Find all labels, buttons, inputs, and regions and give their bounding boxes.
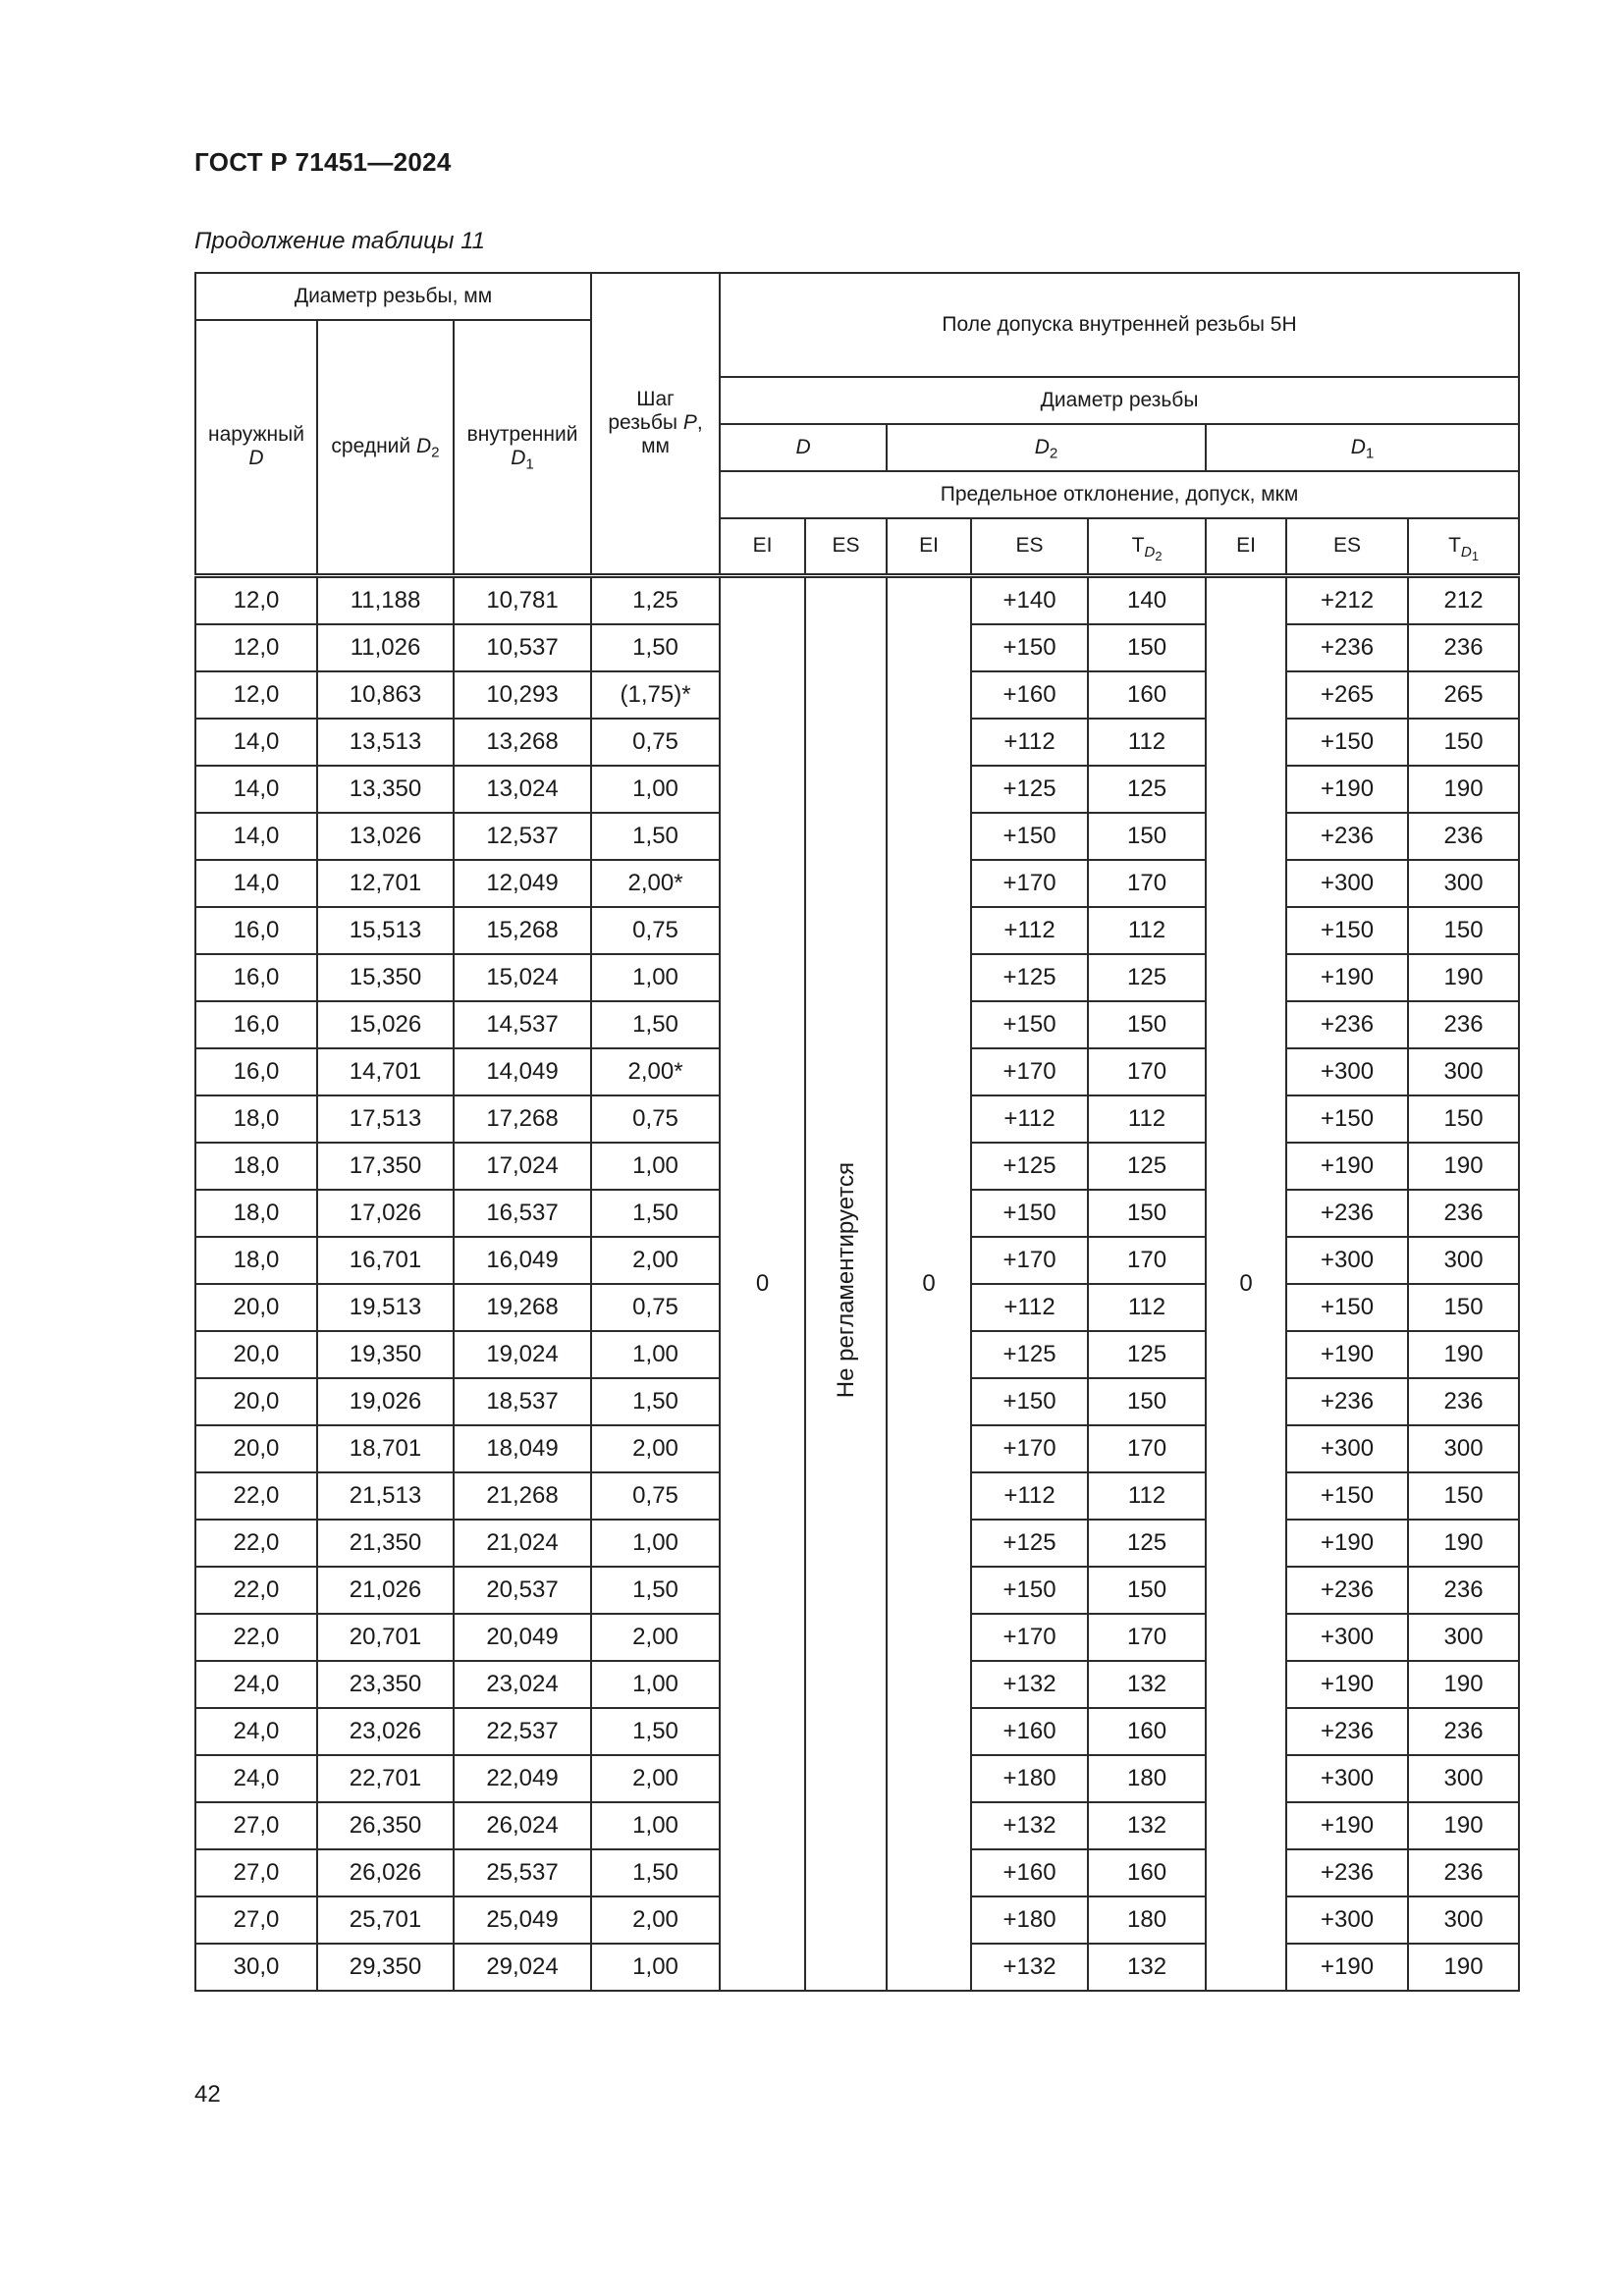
cell-td1: 150 bbox=[1408, 1284, 1519, 1331]
cell-td2: 160 bbox=[1088, 1708, 1206, 1755]
d2-ei-merged: 0 bbox=[887, 575, 971, 1991]
cell-td2: 170 bbox=[1088, 1237, 1206, 1284]
cell-td1: 236 bbox=[1408, 1378, 1519, 1425]
cell-d2-es: +112 bbox=[971, 1095, 1088, 1143]
cell-inner-diameter: 12,537 bbox=[454, 813, 591, 860]
cell-outer-diameter: 24,0 bbox=[195, 1708, 317, 1755]
cell-outer-diameter: 22,0 bbox=[195, 1567, 317, 1614]
cell-outer-diameter: 27,0 bbox=[195, 1802, 317, 1849]
cell-middle-diameter: 10,863 bbox=[317, 671, 454, 719]
tolerance-field-header: Поле допуска внутренней резьбы 5Н bbox=[720, 273, 1519, 377]
d-ei-header: EI bbox=[720, 518, 805, 575]
cell-td2: 125 bbox=[1088, 1520, 1206, 1567]
cell-middle-diameter: 20,701 bbox=[317, 1614, 454, 1661]
cell-td1: 150 bbox=[1408, 1095, 1519, 1143]
cell-middle-diameter: 13,513 bbox=[317, 719, 454, 766]
cell-d1-es: +150 bbox=[1286, 1472, 1408, 1520]
cell-inner-diameter: 17,268 bbox=[454, 1095, 591, 1143]
cell-td2: 150 bbox=[1088, 1378, 1206, 1425]
cell-middle-diameter: 17,350 bbox=[317, 1143, 454, 1190]
cell-outer-diameter: 12,0 bbox=[195, 624, 317, 671]
cell-outer-diameter: 27,0 bbox=[195, 1849, 317, 1896]
cell-middle-diameter: 25,701 bbox=[317, 1896, 454, 1944]
cell-td2: 170 bbox=[1088, 1048, 1206, 1095]
cell-pitch: 2,00 bbox=[591, 1896, 720, 1944]
cell-inner-diameter: 18,049 bbox=[454, 1425, 591, 1472]
cell-d1-es: +190 bbox=[1286, 1802, 1408, 1849]
cell-td2: 125 bbox=[1088, 766, 1206, 813]
cell-pitch: 1,50 bbox=[591, 1567, 720, 1614]
cell-d1-es: +300 bbox=[1286, 1237, 1408, 1284]
cell-td2: 150 bbox=[1088, 813, 1206, 860]
cell-d1-es: +236 bbox=[1286, 1001, 1408, 1048]
cell-inner-diameter: 19,268 bbox=[454, 1284, 591, 1331]
cell-d2-es: +150 bbox=[971, 1567, 1088, 1614]
cell-d2-es: +180 bbox=[971, 1755, 1088, 1802]
cell-middle-diameter: 29,350 bbox=[317, 1944, 454, 1991]
td1-header: $T_{D_1}$ bbox=[1408, 518, 1519, 575]
cell-outer-diameter: 12,0 bbox=[195, 575, 317, 624]
cell-td1: 265 bbox=[1408, 671, 1519, 719]
cell-d2-es: +125 bbox=[971, 1520, 1088, 1567]
cell-pitch: 2,00 bbox=[591, 1237, 720, 1284]
cell-outer-diameter: 20,0 bbox=[195, 1425, 317, 1472]
cell-pitch: 1,50 bbox=[591, 624, 720, 671]
cell-td1: 236 bbox=[1408, 1190, 1519, 1237]
cell-inner-diameter: 18,537 bbox=[454, 1378, 591, 1425]
cell-d1-es: +150 bbox=[1286, 719, 1408, 766]
cell-td2: 112 bbox=[1088, 907, 1206, 954]
cell-d1-es: +190 bbox=[1286, 1331, 1408, 1378]
d-ei-merged: 0 bbox=[720, 575, 805, 1991]
cell-middle-diameter: 12,701 bbox=[317, 860, 454, 907]
cell-pitch: 1,00 bbox=[591, 1802, 720, 1849]
not-regulated-label: Не регламентируется bbox=[832, 1162, 859, 1399]
cell-d2-es: +150 bbox=[971, 813, 1088, 860]
cell-td1: 190 bbox=[1408, 1944, 1519, 1991]
cell-d1-es: +236 bbox=[1286, 1378, 1408, 1425]
cell-pitch: 2,00 bbox=[591, 1755, 720, 1802]
cell-td2: 112 bbox=[1088, 1472, 1206, 1520]
cell-outer-diameter: 14,0 bbox=[195, 766, 317, 813]
cell-d1-es: +300 bbox=[1286, 1425, 1408, 1472]
cell-inner-diameter: 16,049 bbox=[454, 1237, 591, 1284]
cell-middle-diameter: 16,701 bbox=[317, 1237, 454, 1284]
cell-middle-diameter: 18,701 bbox=[317, 1425, 454, 1472]
cell-td2: 170 bbox=[1088, 1425, 1206, 1472]
cell-d2-es: +170 bbox=[971, 1048, 1088, 1095]
cell-td1: 300 bbox=[1408, 1048, 1519, 1095]
cell-inner-diameter: 10,293 bbox=[454, 671, 591, 719]
cell-pitch: 1,00 bbox=[591, 954, 720, 1001]
outer-diameter-header: наружный D bbox=[195, 320, 317, 575]
cell-outer-diameter: 20,0 bbox=[195, 1331, 317, 1378]
cell-td2: 112 bbox=[1088, 719, 1206, 766]
cell-inner-diameter: 17,024 bbox=[454, 1143, 591, 1190]
cell-td1: 236 bbox=[1408, 624, 1519, 671]
cell-d1-es: +300 bbox=[1286, 1755, 1408, 1802]
cell-td1: 150 bbox=[1408, 1472, 1519, 1520]
cell-d1-es: +150 bbox=[1286, 1284, 1408, 1331]
cell-pitch: 1,50 bbox=[591, 1378, 720, 1425]
cell-td1: 236 bbox=[1408, 813, 1519, 860]
cell-pitch: 0,75 bbox=[591, 1284, 720, 1331]
cell-d2-es: +112 bbox=[971, 907, 1088, 954]
cell-inner-diameter: 16,537 bbox=[454, 1190, 591, 1237]
cell-inner-diameter: 12,049 bbox=[454, 860, 591, 907]
cell-pitch: 0,75 bbox=[591, 1095, 720, 1143]
cell-pitch: 1,00 bbox=[591, 766, 720, 813]
cell-td1: 236 bbox=[1408, 1708, 1519, 1755]
d-es-header: ES bbox=[805, 518, 887, 575]
cell-td2: 125 bbox=[1088, 1143, 1206, 1190]
cell-inner-diameter: 13,024 bbox=[454, 766, 591, 813]
cell-d2-es: +160 bbox=[971, 671, 1088, 719]
d1-ei-merged: 0 bbox=[1206, 575, 1286, 1991]
cell-td2: 150 bbox=[1088, 1001, 1206, 1048]
cell-td2: 160 bbox=[1088, 671, 1206, 719]
cell-td1: 300 bbox=[1408, 860, 1519, 907]
thread-tolerance-table bbox=[194, 272, 1520, 1992]
cell-inner-diameter: 10,537 bbox=[454, 624, 591, 671]
cell-middle-diameter: 23,026 bbox=[317, 1708, 454, 1755]
cell-outer-diameter: 16,0 bbox=[195, 1048, 317, 1095]
cell-inner-diameter: 10,781 bbox=[454, 575, 591, 624]
cell-d1-es: +300 bbox=[1286, 860, 1408, 907]
cell-middle-diameter: 21,350 bbox=[317, 1520, 454, 1567]
cell-td1: 236 bbox=[1408, 1849, 1519, 1896]
cell-pitch: 2,00* bbox=[591, 1048, 720, 1095]
td2-header: $T_{D_2}$ bbox=[1088, 518, 1206, 575]
cell-inner-diameter: 13,268 bbox=[454, 719, 591, 766]
cell-inner-diameter: 29,024 bbox=[454, 1944, 591, 1991]
cell-d2-es: +150 bbox=[971, 1378, 1088, 1425]
cell-outer-diameter: 20,0 bbox=[195, 1378, 317, 1425]
cell-d1-es: +150 bbox=[1286, 907, 1408, 954]
cell-d2-es: +170 bbox=[971, 860, 1088, 907]
cell-middle-diameter: 17,513 bbox=[317, 1095, 454, 1143]
cell-d2-es: +132 bbox=[971, 1802, 1088, 1849]
cell-td2: 180 bbox=[1088, 1896, 1206, 1944]
cell-td1: 150 bbox=[1408, 719, 1519, 766]
cell-d2-es: +170 bbox=[971, 1237, 1088, 1284]
cell-middle-diameter: 11,026 bbox=[317, 624, 454, 671]
d-group-header: D bbox=[720, 424, 887, 471]
cell-td2: 160 bbox=[1088, 1849, 1206, 1896]
cell-middle-diameter: 21,513 bbox=[317, 1472, 454, 1520]
table-caption: Продолжение таблицы 11 bbox=[194, 228, 486, 254]
cell-outer-diameter: 18,0 bbox=[195, 1190, 317, 1237]
cell-inner-diameter: 22,537 bbox=[454, 1708, 591, 1755]
cell-td2: 112 bbox=[1088, 1095, 1206, 1143]
cell-d2-es: +180 bbox=[971, 1896, 1088, 1944]
cell-outer-diameter: 24,0 bbox=[195, 1661, 317, 1708]
cell-td1: 212 bbox=[1408, 575, 1519, 624]
cell-td2: 132 bbox=[1088, 1944, 1206, 1991]
cell-outer-diameter: 27,0 bbox=[195, 1896, 317, 1944]
cell-middle-diameter: 15,350 bbox=[317, 954, 454, 1001]
cell-inner-diameter: 15,024 bbox=[454, 954, 591, 1001]
cell-pitch: (1,75)* bbox=[591, 671, 720, 719]
deviation-header: Предельное отклонение, допуск, мкм bbox=[720, 471, 1519, 518]
cell-d1-es: +236 bbox=[1286, 813, 1408, 860]
cell-td1: 300 bbox=[1408, 1896, 1519, 1944]
cell-d2-es: +125 bbox=[971, 1331, 1088, 1378]
d1-ei-header: EI bbox=[1206, 518, 1286, 575]
cell-d1-es: +236 bbox=[1286, 1708, 1408, 1755]
cell-td2: 150 bbox=[1088, 1567, 1206, 1614]
cell-outer-diameter: 22,0 bbox=[195, 1520, 317, 1567]
cell-outer-diameter: 18,0 bbox=[195, 1095, 317, 1143]
cell-d1-es: +150 bbox=[1286, 1095, 1408, 1143]
cell-middle-diameter: 23,350 bbox=[317, 1661, 454, 1708]
cell-d2-es: +125 bbox=[971, 1143, 1088, 1190]
cell-td1: 300 bbox=[1408, 1237, 1519, 1284]
table-row bbox=[195, 575, 1519, 624]
cell-td2: 125 bbox=[1088, 1331, 1206, 1378]
cell-td2: 125 bbox=[1088, 954, 1206, 1001]
middle-diameter-header: средний $D_2$ bbox=[317, 320, 454, 575]
d-es-merged bbox=[805, 575, 887, 1991]
cell-d1-es: +212 bbox=[1286, 575, 1408, 624]
cell-pitch: 1,00 bbox=[591, 1661, 720, 1708]
cell-pitch: 2,00* bbox=[591, 860, 720, 907]
cell-td2: 150 bbox=[1088, 624, 1206, 671]
cell-td1: 190 bbox=[1408, 1661, 1519, 1708]
cell-td1: 190 bbox=[1408, 954, 1519, 1001]
cell-td1: 300 bbox=[1408, 1614, 1519, 1661]
cell-d1-es: +190 bbox=[1286, 1143, 1408, 1190]
cell-d1-es: +190 bbox=[1286, 1520, 1408, 1567]
cell-pitch: 1,00 bbox=[591, 1944, 720, 1991]
cell-d1-es: +236 bbox=[1286, 1567, 1408, 1614]
d1-es-header: ES bbox=[1286, 518, 1408, 575]
table-header bbox=[195, 273, 1519, 575]
cell-pitch: 1,50 bbox=[591, 1190, 720, 1237]
cell-pitch: 2,00 bbox=[591, 1425, 720, 1472]
cell-td1: 190 bbox=[1408, 1331, 1519, 1378]
cell-inner-diameter: 20,049 bbox=[454, 1614, 591, 1661]
cell-td1: 190 bbox=[1408, 1143, 1519, 1190]
cell-d2-es: +170 bbox=[971, 1425, 1088, 1472]
cell-pitch: 0,75 bbox=[591, 719, 720, 766]
cell-d2-es: +140 bbox=[971, 575, 1088, 624]
d2-group-header: $D_2$ bbox=[887, 424, 1206, 471]
cell-d2-es: +150 bbox=[971, 1190, 1088, 1237]
cell-outer-diameter: 14,0 bbox=[195, 813, 317, 860]
cell-middle-diameter: 11,188 bbox=[317, 575, 454, 624]
pitch-header: Шаг резьбы P, мм bbox=[591, 273, 720, 575]
cell-inner-diameter: 25,537 bbox=[454, 1849, 591, 1896]
cell-td2: 170 bbox=[1088, 1614, 1206, 1661]
cell-td2: 180 bbox=[1088, 1755, 1206, 1802]
cell-inner-diameter: 14,537 bbox=[454, 1001, 591, 1048]
cell-d1-es: +236 bbox=[1286, 1849, 1408, 1896]
cell-td1: 300 bbox=[1408, 1755, 1519, 1802]
cell-td2: 112 bbox=[1088, 1284, 1206, 1331]
cell-outer-diameter: 14,0 bbox=[195, 860, 317, 907]
cell-d1-es: +190 bbox=[1286, 766, 1408, 813]
cell-pitch: 0,75 bbox=[591, 1472, 720, 1520]
cell-d2-es: +132 bbox=[971, 1944, 1088, 1991]
cell-middle-diameter: 14,701 bbox=[317, 1048, 454, 1095]
cell-middle-diameter: 19,513 bbox=[317, 1284, 454, 1331]
cell-middle-diameter: 17,026 bbox=[317, 1190, 454, 1237]
cell-td1: 190 bbox=[1408, 766, 1519, 813]
cell-d2-es: +150 bbox=[971, 624, 1088, 671]
cell-outer-diameter: 16,0 bbox=[195, 954, 317, 1001]
cell-pitch: 0,75 bbox=[591, 907, 720, 954]
cell-d2-es: +132 bbox=[971, 1661, 1088, 1708]
cell-middle-diameter: 21,026 bbox=[317, 1567, 454, 1614]
cell-outer-diameter: 20,0 bbox=[195, 1284, 317, 1331]
cell-d1-es: +190 bbox=[1286, 1661, 1408, 1708]
cell-pitch: 1,50 bbox=[591, 813, 720, 860]
cell-middle-diameter: 19,026 bbox=[317, 1378, 454, 1425]
thread-diameter-header: Диаметр резьбы bbox=[720, 377, 1519, 424]
cell-td2: 150 bbox=[1088, 1190, 1206, 1237]
thread-diameter-mm-header: Диаметр резьбы, мм bbox=[195, 273, 591, 320]
cell-outer-diameter: 18,0 bbox=[195, 1237, 317, 1284]
cell-d1-es: +265 bbox=[1286, 671, 1408, 719]
cell-d2-es: +112 bbox=[971, 719, 1088, 766]
cell-outer-diameter: 22,0 bbox=[195, 1614, 317, 1661]
cell-middle-diameter: 19,350 bbox=[317, 1331, 454, 1378]
cell-middle-diameter: 26,350 bbox=[317, 1802, 454, 1849]
table-body bbox=[195, 575, 1519, 1991]
page-number: 42 bbox=[194, 2081, 221, 2108]
cell-d1-es: +190 bbox=[1286, 954, 1408, 1001]
cell-pitch: 1,00 bbox=[591, 1143, 720, 1190]
cell-outer-diameter: 18,0 bbox=[195, 1143, 317, 1190]
cell-d1-es: +236 bbox=[1286, 624, 1408, 671]
cell-d2-es: +125 bbox=[971, 766, 1088, 813]
cell-d2-es: +125 bbox=[971, 954, 1088, 1001]
cell-d2-es: +160 bbox=[971, 1849, 1088, 1896]
cell-d2-es: +150 bbox=[971, 1001, 1088, 1048]
cell-inner-diameter: 25,049 bbox=[454, 1896, 591, 1944]
cell-d2-es: +160 bbox=[971, 1708, 1088, 1755]
cell-td2: 170 bbox=[1088, 860, 1206, 907]
cell-inner-diameter: 26,024 bbox=[454, 1802, 591, 1849]
cell-middle-diameter: 26,026 bbox=[317, 1849, 454, 1896]
cell-td2: 140 bbox=[1088, 575, 1206, 624]
cell-pitch: 1,50 bbox=[591, 1849, 720, 1896]
cell-outer-diameter: 16,0 bbox=[195, 1001, 317, 1048]
cell-outer-diameter: 12,0 bbox=[195, 671, 317, 719]
d2-es-header: ES bbox=[971, 518, 1088, 575]
cell-inner-diameter: 22,049 bbox=[454, 1755, 591, 1802]
cell-td1: 236 bbox=[1408, 1567, 1519, 1614]
cell-td1: 150 bbox=[1408, 907, 1519, 954]
cell-d1-es: +190 bbox=[1286, 1944, 1408, 1991]
cell-middle-diameter: 22,701 bbox=[317, 1755, 454, 1802]
cell-d1-es: +300 bbox=[1286, 1614, 1408, 1661]
cell-pitch: 1,50 bbox=[591, 1708, 720, 1755]
cell-pitch: 1,00 bbox=[591, 1331, 720, 1378]
cell-td1: 190 bbox=[1408, 1520, 1519, 1567]
cell-inner-diameter: 23,024 bbox=[454, 1661, 591, 1708]
cell-d2-es: +112 bbox=[971, 1284, 1088, 1331]
cell-pitch: 1,25 bbox=[591, 575, 720, 624]
cell-pitch: 1,50 bbox=[591, 1001, 720, 1048]
cell-inner-diameter: 19,024 bbox=[454, 1331, 591, 1378]
d1-group-header: $D_1$ bbox=[1206, 424, 1519, 471]
cell-inner-diameter: 15,268 bbox=[454, 907, 591, 954]
cell-outer-diameter: 30,0 bbox=[195, 1944, 317, 1991]
cell-d2-es: +170 bbox=[971, 1614, 1088, 1661]
document-code: ГОСТ Р 71451—2024 bbox=[194, 147, 452, 177]
cell-outer-diameter: 14,0 bbox=[195, 719, 317, 766]
cell-d1-es: +236 bbox=[1286, 1190, 1408, 1237]
cell-outer-diameter: 22,0 bbox=[195, 1472, 317, 1520]
cell-td2: 132 bbox=[1088, 1802, 1206, 1849]
cell-middle-diameter: 13,026 bbox=[317, 813, 454, 860]
cell-outer-diameter: 16,0 bbox=[195, 907, 317, 954]
d2-ei-header: EI bbox=[887, 518, 971, 575]
cell-d1-es: +300 bbox=[1286, 1048, 1408, 1095]
inner-diameter-header: внутренний $D_1$ bbox=[454, 320, 591, 575]
cell-inner-diameter: 14,049 bbox=[454, 1048, 591, 1095]
cell-d1-es: +300 bbox=[1286, 1896, 1408, 1944]
cell-middle-diameter: 13,350 bbox=[317, 766, 454, 813]
cell-pitch: 2,00 bbox=[591, 1614, 720, 1661]
cell-middle-diameter: 15,026 bbox=[317, 1001, 454, 1048]
cell-td2: 132 bbox=[1088, 1661, 1206, 1708]
cell-inner-diameter: 20,537 bbox=[454, 1567, 591, 1614]
cell-td1: 190 bbox=[1408, 1802, 1519, 1849]
cell-outer-diameter: 24,0 bbox=[195, 1755, 317, 1802]
cell-inner-diameter: 21,024 bbox=[454, 1520, 591, 1567]
cell-td1: 300 bbox=[1408, 1425, 1519, 1472]
cell-d2-es: +112 bbox=[971, 1472, 1088, 1520]
cell-inner-diameter: 21,268 bbox=[454, 1472, 591, 1520]
cell-td1: 236 bbox=[1408, 1001, 1519, 1048]
cell-middle-diameter: 15,513 bbox=[317, 907, 454, 954]
cell-pitch: 1,00 bbox=[591, 1520, 720, 1567]
